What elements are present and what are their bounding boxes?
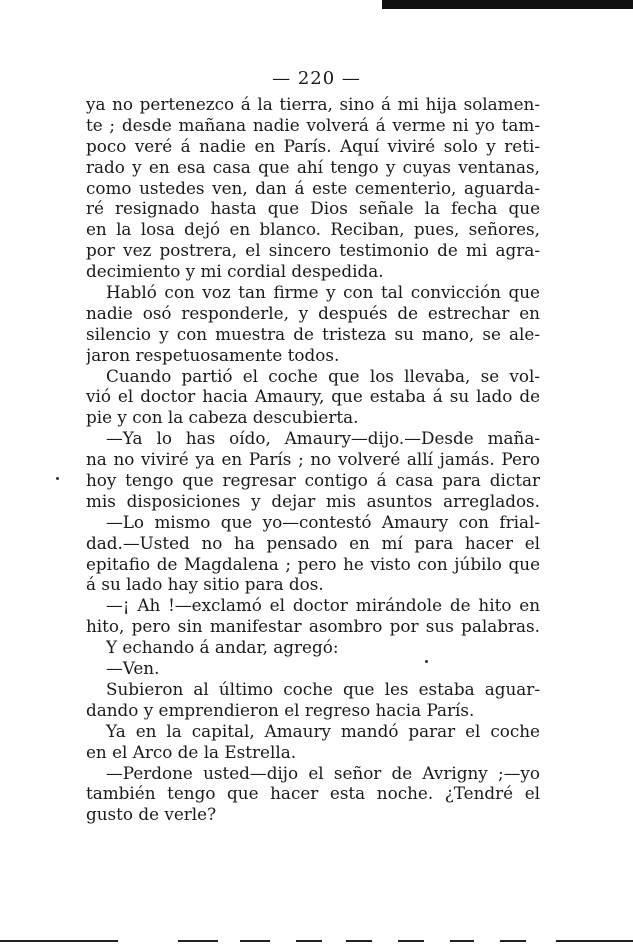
- text-line: hoy tengo que regresar contigo á casa para dictar: [86, 470, 540, 491]
- text-line: —Lo mismo que yo—contestó Amaury con frial-: [106, 511, 540, 532]
- text-line: vió el doctor hacia Amaury, que estaba á su lado de: [86, 386, 540, 407]
- top-border-rule: [382, 0, 633, 9]
- paper-speck: [56, 477, 59, 480]
- text-line: mis disposiciones y dejar mis asuntos arreglados.: [86, 490, 540, 511]
- text-line: ya no pertenezco á la tierra, sino á mi hija solamen-: [86, 94, 540, 114]
- text-line: nadie osó responderle, y después de estrechar en: [86, 302, 540, 323]
- text-line: jaron respetuosamente todos.: [86, 344, 340, 365]
- text-line: silencio y con muestra de tristeza su mano, se ale-: [86, 323, 540, 344]
- text-line: na no viviré ya en París ; no volveré allí jamás. Pero: [86, 449, 540, 470]
- text-line: Subieron al último coche que les estaba aguar-: [106, 678, 540, 699]
- text-line: Cuando partió el coche que los llevaba, se vol-: [106, 365, 540, 386]
- text-line: dando y emprendieron el regreso hacia París.: [86, 699, 475, 720]
- text-line: —Ya lo has oído, Amaury—dijo.—Desde maña-: [106, 428, 540, 449]
- text-line: hito, pero sin manifestar asombro por sus palabras.: [86, 616, 540, 637]
- text-line: como ustedes ven, dan á este cementerio, aguarda-: [86, 177, 540, 198]
- text-line: Ya en la capital, Amaury mandó parar el coche: [106, 720, 540, 741]
- text-line: dad.—Usted no ha pensado en mí para hacer el: [86, 532, 540, 553]
- text-line: rado y en esa casa que ahí tengo y cuyas ventanas,: [86, 156, 540, 177]
- text-line: también tengo que hacer esta noche. ¿Tendré el: [86, 783, 540, 804]
- body-text: [86, 94, 540, 825]
- text-line: —¡ Ah !—exclamó el doctor mirándole de hito en: [106, 595, 540, 616]
- text-line: gusto de verle?: [86, 804, 217, 825]
- text-line: epitafio de Magdalena ; pero he visto con júbilo que: [86, 553, 540, 574]
- text-line: —Ven.: [106, 658, 160, 679]
- text-line: por vez postrera, el sincero testimonio de mi agra-: [86, 240, 540, 261]
- text-line: decimiento y mi cordial despedida.: [86, 261, 384, 282]
- text-line: poco veré á nadie en París. Aquí viviré solo y reti-: [86, 135, 540, 156]
- text-line: en el Arco de la Estrella.: [86, 741, 297, 762]
- text-line: ré resignado hasta que Dios señale la fecha que: [86, 198, 540, 219]
- paper-speck: [425, 660, 428, 663]
- text-line: —Perdone usted—dijo el señor de Avrigny ;—yo: [106, 762, 540, 783]
- text-line: te ; desde mañana nadie volverá á verme ni yo tam-: [86, 114, 540, 135]
- text-line: Y echando á andar, agregó:: [106, 637, 339, 658]
- text-line: en la losa dejó en blanco. Reciban, pues, señores,: [86, 219, 540, 240]
- bottom-border-marks: [0, 930, 633, 948]
- text-line: Habló con voz tan firme y con tal convicción que: [106, 282, 540, 303]
- text-line: á su lado hay sitio para dos.: [86, 574, 324, 595]
- text-line: pie y con la cabeza descubierta.: [86, 407, 359, 428]
- page-number: — 220 —: [272, 68, 361, 89]
